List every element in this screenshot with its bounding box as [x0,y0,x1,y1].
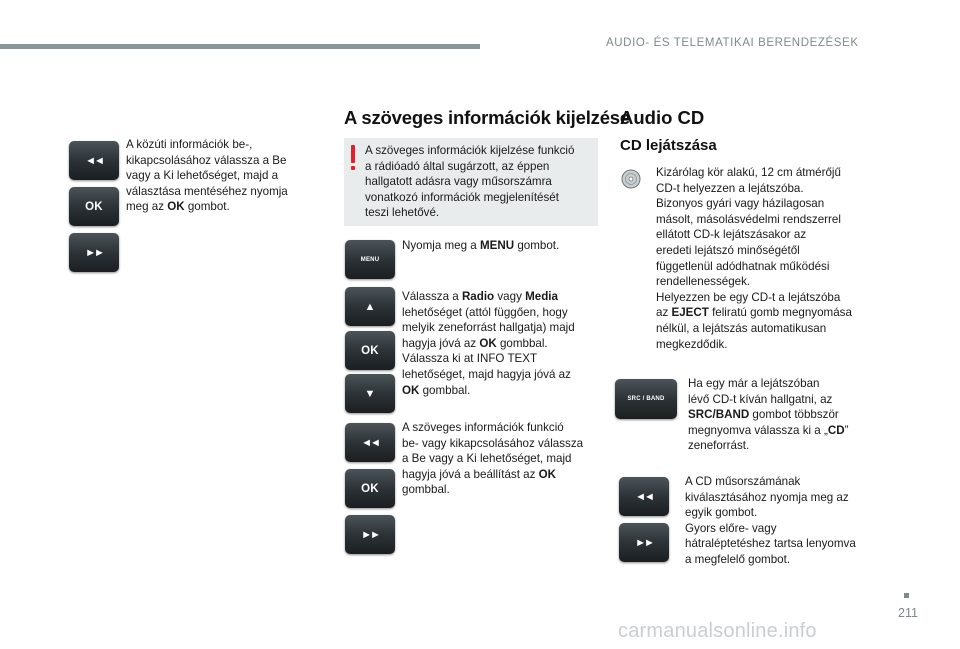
text-line: másolt, másolásvédelmi rendszerrel [656,212,841,226]
text-span: gombot. [184,200,230,214]
text-line [126,199,326,215]
text-line [402,336,598,352]
text-line: Kizárólag kör alakú, 12 cm átmérőjű [656,166,841,179]
text-line: Ha egy már a lejátszóban [688,377,820,390]
text-line: hallgatott adásra vagy műsorszámra [365,175,552,189]
page-marker [904,593,909,598]
text-span: gombot. [514,239,560,252]
text-span: gombbal. [496,336,548,350]
page-number: 211 [898,606,918,620]
text-line: a rádióadó által sugárzott, az éppen [365,159,550,173]
text-line: gombbal. [402,483,450,497]
text-line: Helyezzen be egy CD-t a lejátszóba [656,290,841,304]
text-line: A szöveges információk kijelzése funkció [365,144,575,157]
text-line: a Be vagy a Ki lehetőséget, majd [402,452,572,466]
text-line: lehetőséget, majd hagyja jóvá az [402,367,571,381]
text-span: hagyja jóvá a beállítást az [402,467,539,481]
text-span: az [656,306,672,320]
menu-button[interactable] [345,240,395,279]
step3-text [402,420,598,498]
text-line [402,289,598,305]
cd-icon [621,169,641,189]
text-line: A szöveges információk funkció [402,421,564,434]
text-span: gombot többször [749,408,839,422]
text-line: hátraléptetéshez tartsa lenyomva [685,537,856,551]
text-line [402,383,598,399]
previous-button[interactable] [345,423,395,462]
bold-eject: EJECT [671,306,709,320]
text-span: megnyomva válassza ki a „ [688,423,828,437]
text-line [656,305,916,321]
text-line: be- vagy kikapcsolásához válassza [402,436,584,450]
bold-ok: OK [479,336,497,350]
src-band-button[interactable] [615,379,677,419]
text-span: feliratú gomb megnyomása [708,306,852,320]
note-text [365,143,597,221]
fast-forward-icon: ►► [635,536,653,549]
fast-forward-icon: ►► [85,246,103,259]
audio-cd-title: Audio CD [620,107,705,128]
text-line: teszi lehetővé. [365,206,440,220]
text-line: rendellenességek. [656,275,751,289]
ok-button[interactable] [345,331,395,370]
rewind-icon: ◄◄ [85,154,103,167]
text-line: vonatkozó információk megjelenítését [365,190,559,204]
rewind-icon: ◄◄ [635,490,653,503]
text-line: kikapcsolásához válassza a Be [126,153,287,167]
warning-icon [351,145,355,163]
bold-ok: OK [538,467,557,481]
section-title: AUDIO- ÉS TELEMATIKAI BERENDEZÉSEK [606,37,859,49]
text-line: függetlenül adódhatnak működési [656,259,830,273]
text-line: Bizonyos gyári vagy házilagosan [656,197,825,211]
watermark: carmanualsonline.info [618,620,817,642]
step1-text [402,238,598,254]
text-line [688,407,918,423]
next-button[interactable] [345,515,395,554]
ok-button[interactable] [345,469,395,508]
previous-button[interactable] [69,141,119,180]
text-line: melyik zeneforrást hallgatja) majd [402,321,575,335]
src-band-label: SRC / BAND [627,396,665,402]
bold-ok: OK [167,200,185,214]
text-line: vagy a Ki lehetőséget, majd a [126,169,279,183]
cd-info-paragraph [656,165,916,352]
fast-forward-icon: ►► [361,528,379,541]
menu-label: MENU [360,256,380,263]
src-band-paragraph [688,376,918,454]
text-line: eredeti lejátszó minőségétől [656,243,800,257]
ok-label: OK [361,482,379,495]
text-line: egyik gombot. [685,506,758,520]
previous-track-button[interactable] [619,477,669,516]
text-line: lévő CD-t kíván hallgatni, az [688,392,833,406]
next-button[interactable] [69,233,119,272]
ok-label: OK [85,200,103,213]
text-span: gombbal. [419,383,471,397]
text-line: megkezdődik. [656,337,728,351]
next-track-button[interactable] [619,523,669,562]
ok-label: OK [361,344,379,357]
text-line: zeneforrást. [688,439,750,453]
bold-menu: MENU [479,239,515,252]
up-button[interactable] [345,287,395,326]
text-line: CD-t helyezzen a lejátszóba. [656,181,804,195]
text-span: ” [844,423,849,437]
bold-ok: OK [402,383,420,397]
text-line: Gyors előre- vagy [685,521,777,535]
bold-media: Media [525,290,558,303]
arrow-up-icon: ▲ [364,300,376,313]
arrow-down-icon: ▼ [364,387,376,400]
text-line: A CD műsorszámának [685,475,801,488]
text-line: a megfelelő gombot. [685,552,791,566]
text-line [402,467,598,483]
radio-text-title: A szöveges információk kijelzése [344,107,630,128]
ok-button[interactable] [69,187,119,226]
cd-playback-subtitle: CD lejátszása [620,137,717,154]
step2-text [402,289,598,398]
text-line: kiválasztásához nyomja meg az [685,490,849,504]
text-line [688,423,918,439]
text-line: választása mentéséhez nyomja [126,184,288,198]
bold-src-band: SRC/BAND [688,408,750,422]
text-span: Válassza a [402,290,462,303]
rewind-icon: ◄◄ [361,436,379,449]
header-bar [0,44,480,49]
text-span: Nyomja meg a [402,239,480,252]
text-span: hagyja jóvá az [402,336,480,350]
text-line: A közúti információk be-, [126,138,253,151]
text-line: nélkül, a lejátszás automatikusan [656,321,827,335]
note-box [344,138,598,226]
text-line: lehetőséget (attól függően, hogy [402,305,568,319]
bold-cd: CD [827,423,845,437]
down-button[interactable] [345,374,395,413]
text-span: meg az [126,200,168,214]
text-line: Válassza ki at INFO TEXT [402,352,538,366]
bold-radio: Radio [461,290,495,303]
traffic-info-paragraph [126,137,326,215]
warning-icon-dot [351,166,355,170]
track-selection-paragraph [685,474,915,568]
text-span: vagy [494,290,526,303]
text-line: ellátott CD-k lejátszásakor az [656,228,807,242]
